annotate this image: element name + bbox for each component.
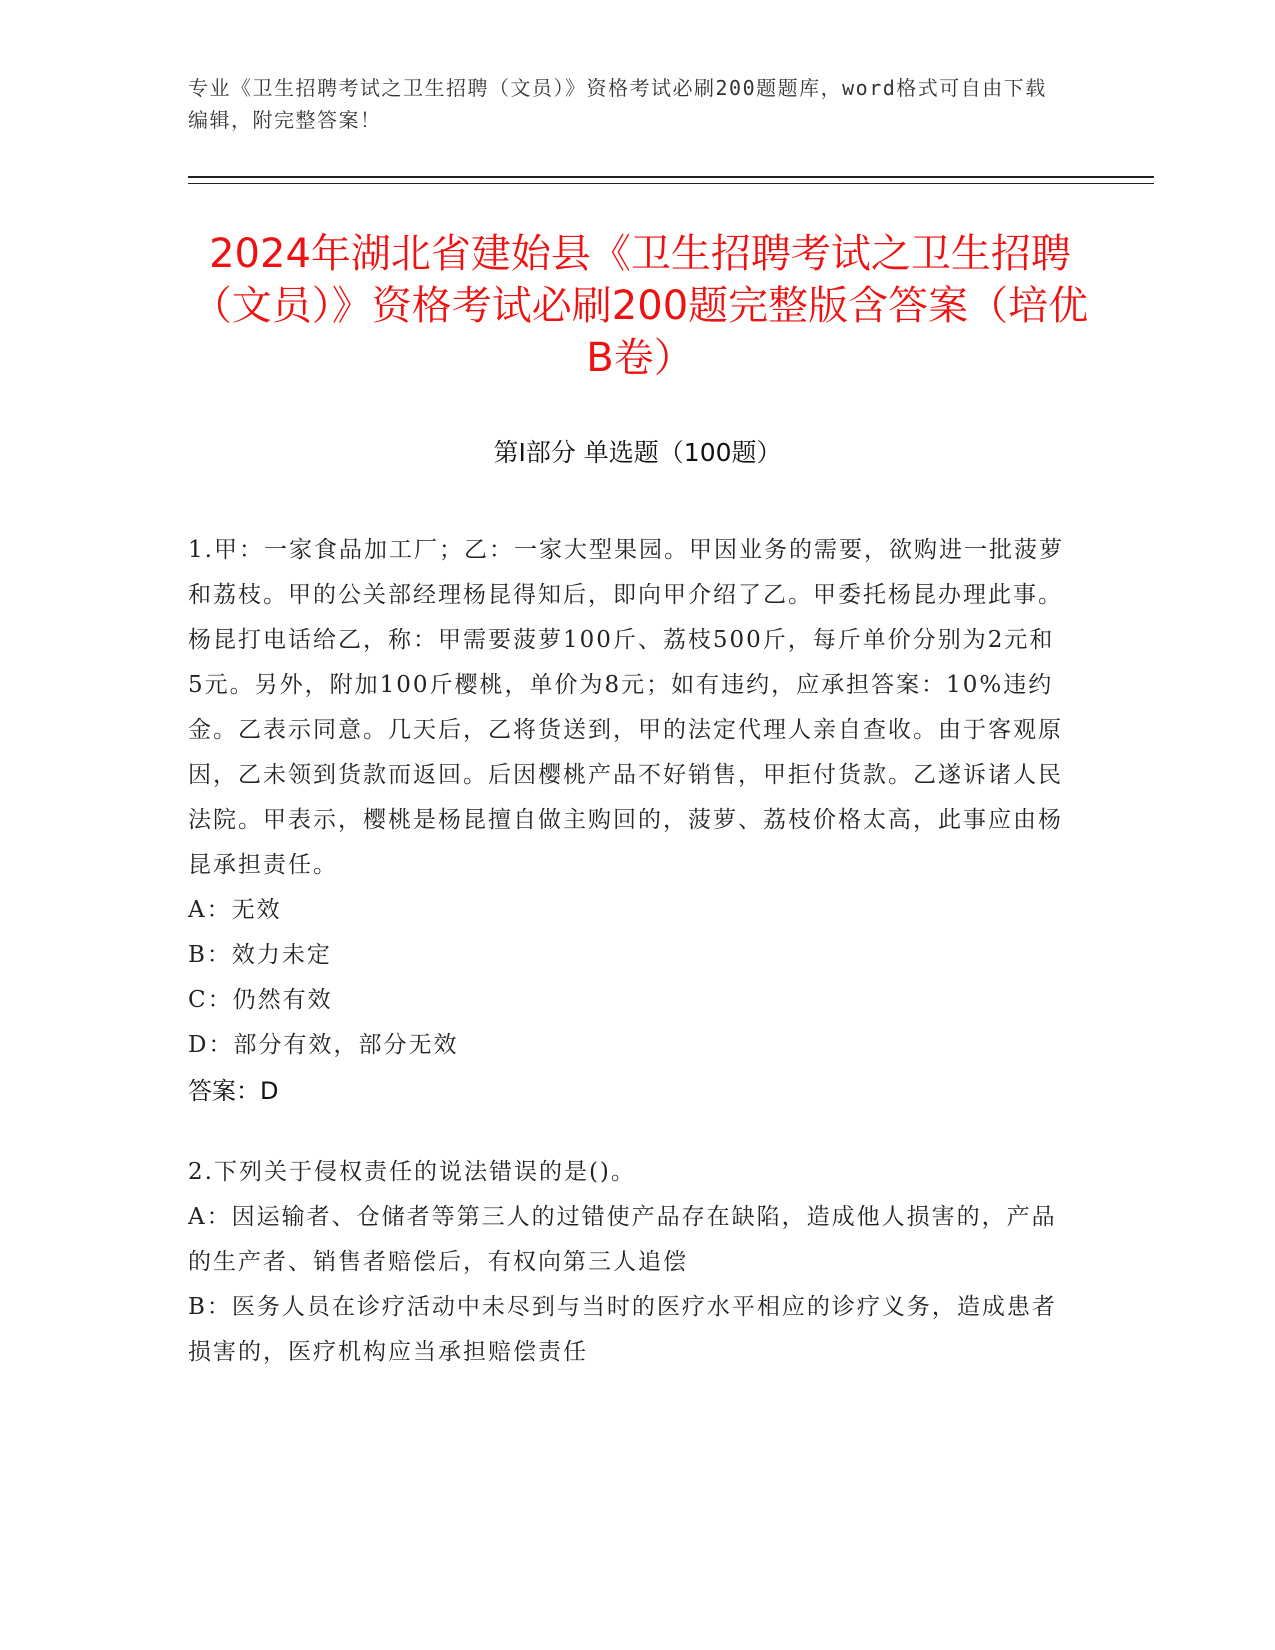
header-divider-thin	[188, 183, 1154, 184]
section-heading: 第I部分 单选题（100题）	[493, 438, 782, 467]
question-list	[188, 528, 1068, 1411]
question-1	[188, 528, 1068, 1114]
option-b: B：效力未定	[188, 942, 332, 968]
question-2	[188, 1150, 1068, 1375]
option-d: D：部分有效，部分无效	[188, 1032, 459, 1058]
option-b: B：医务人员在诊疗活动中未尽到与当时的医疗水平相应的诊疗义务，造成患者损害的，医疗机构应当承担赔偿责任	[188, 1294, 1057, 1365]
question-stem: 2.下列关于侵权责任的说法错误的是()。	[188, 1159, 636, 1185]
option-c: C：仍然有效	[188, 987, 333, 1013]
document-title: 2024年湖北省建始县《卫生招聘考试之卫生招聘（文员）》资格考试必刷200题完整版含答案（培优B卷）	[191, 231, 1089, 381]
option-a: A：因运输者、仓储者等第三人的过错使产品存在缺陷，造成他人损害的，产品的生产者、销售者赔偿后，有权向第三人追偿	[188, 1204, 1057, 1275]
question-stem: 1.甲：一家食品加工厂；乙：一家大型果园。甲因业务的需要，欲购进一批菠萝和荔枝。甲的公关部经理杨昆得知后，即向甲介绍了乙。甲委托杨昆办理此事。杨昆打电话给乙，称：甲需要菠萝100斤、荔枝500斤，每斤单价分别为2元和5元。另外，附加100斤樱桃，单价为8元；如有违约，应承担答案：10%违约金。乙表示同意。几天后，乙将货送到，甲的法定代理人亲自查收。由于客观原因，乙未领到货款而返回。后因樱桃产品不好销售，甲拒付货款。乙遂诉诸人民法院。甲表示，樱桃是杨昆擅自做主购回的，菠萝、荔枝价格太高，此事应由杨昆承担责任。	[188, 537, 1064, 878]
header-note: 专业《卫生招聘考试之卫生招聘（文员）》资格考试必刷200题题库，word格式可自由下载编辑，附完整答案！	[188, 76, 1047, 132]
header-divider-thick	[188, 176, 1154, 178]
answer: 答案：D	[188, 1077, 279, 1105]
option-a: A：无效	[188, 897, 282, 923]
